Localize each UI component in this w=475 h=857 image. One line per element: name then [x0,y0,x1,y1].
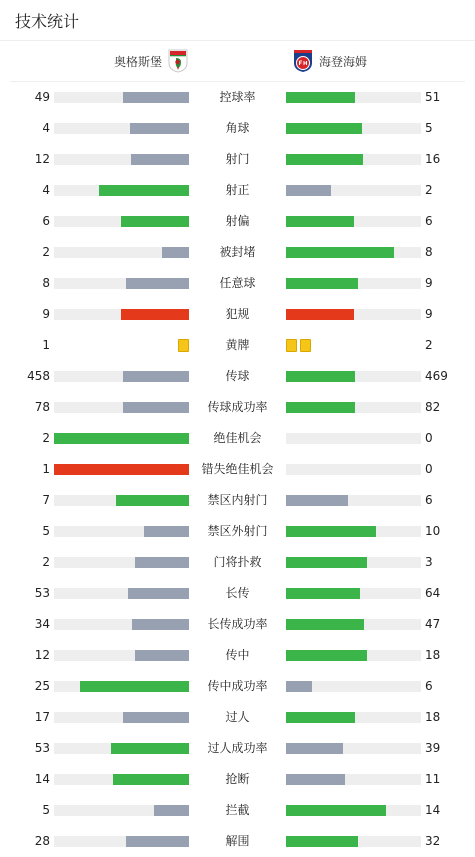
stat-row [0,764,475,795]
away-value: 64 [425,586,441,600]
stat-row [0,206,475,237]
away-team-name: 海登海姆 [319,54,368,69]
stat-label: 禁区外射门 [207,524,268,538]
away-bar-track [286,774,421,785]
stat-row [0,516,475,547]
away-team[interactable] [293,49,367,73]
stat-label: 角球 [225,121,250,135]
stat-row [0,795,475,826]
stat-label: 门将扑救 [213,555,262,569]
away-bar-fill [286,402,355,413]
home-value: 6 [42,214,50,228]
away-bar-track [286,526,421,537]
home-value: 9 [42,307,50,321]
page-title: 技术统计 [15,11,80,31]
away-value: 6 [425,493,433,507]
away-bar-fill [286,650,367,661]
away-bar-track [286,309,421,320]
home-bar-fill [123,371,189,382]
away-value: 16 [425,152,441,166]
away-bar-fill [286,743,343,754]
home-value: 14 [34,772,50,786]
stat-row [0,826,475,857]
home-value: 17 [34,710,50,724]
away-value: 9 [425,307,433,321]
away-bar-fill [286,278,358,289]
home-bar-track [54,247,189,258]
stat-row [0,268,475,299]
home-bar-track [54,619,189,630]
home-value: 2 [42,245,50,259]
stat-label: 传球 [225,369,250,383]
home-bar-fill [121,309,189,320]
away-bar-fill [286,526,376,537]
stat-row [0,671,475,702]
away-value: 9 [425,276,433,290]
home-value: 28 [34,834,50,848]
stat-row [0,175,475,206]
away-bar-fill [286,712,355,723]
away-bar-fill [286,588,360,599]
away-value: 32 [425,834,441,848]
stat-label: 长传 [225,586,250,600]
away-value: 47 [425,617,441,631]
away-bar-fill [286,619,364,630]
home-bar-fill [121,216,189,227]
away-bar-fill [286,495,348,506]
stat-row [0,361,475,392]
stat-label: 控球率 [219,90,256,104]
home-bar-fill [99,185,189,196]
stat-label: 禁区内射门 [207,493,268,507]
away-bar-track [286,92,421,103]
yellow-card-icon [178,339,189,352]
home-bar-track [54,712,189,723]
away-bar-track [286,805,421,816]
home-bar-track [54,309,189,320]
home-bar-fill [128,588,189,599]
home-bar-track [54,526,189,537]
home-bar-fill [126,278,189,289]
away-bar-track [286,712,421,723]
home-yellow-cards [178,339,189,352]
stat-row [0,113,475,144]
stat-row [0,485,475,516]
stat-label: 任意球 [219,276,256,290]
home-bar-fill [113,774,189,785]
home-value: 1 [42,338,50,352]
home-bar-fill [80,681,189,692]
home-bar-fill [154,805,189,816]
home-value: 78 [34,400,50,414]
home-value: 4 [42,121,50,135]
stat-label: 传球成功率 [207,400,268,414]
away-bar-fill [286,185,331,196]
away-yellow-cards [286,339,311,352]
stat-row [0,733,475,764]
stat-row [0,578,475,609]
away-bar-track [286,433,421,444]
home-value: 12 [34,648,50,662]
away-bar-fill [286,836,358,847]
stat-row [0,609,475,640]
away-value: 39 [425,741,441,755]
home-value: 12 [34,152,50,166]
stat-row [0,82,475,113]
home-value: 5 [42,524,50,538]
home-bar-fill [135,557,189,568]
home-value: 458 [27,369,50,383]
home-value: 8 [42,276,50,290]
home-bar-fill [130,123,189,134]
away-value: 8 [425,245,433,259]
stat-row [0,423,475,454]
home-value: 5 [42,803,50,817]
home-bar-fill [123,92,189,103]
home-bar-fill [123,402,189,413]
stats-list [0,82,475,857]
home-bar-track [54,650,189,661]
stat-row [0,547,475,578]
home-bar-track [54,92,189,103]
home-value: 34 [34,617,50,631]
stat-label: 被封堵 [219,245,256,259]
home-bar-fill [54,464,189,475]
heidenheim-crest-icon [293,49,313,73]
home-value: 49 [34,90,50,104]
home-bar-track [54,371,189,382]
away-bar-track [286,650,421,661]
home-bar-track [54,216,189,227]
home-bar-fill [162,247,189,258]
away-bar-track [286,185,421,196]
stat-label: 长传成功率 [207,617,268,631]
away-bar-track [286,216,421,227]
teams-header [10,41,465,82]
home-team-name: 奥格斯堡 [113,54,162,69]
home-value: 25 [34,679,50,693]
stat-label: 抢断 [225,772,250,786]
home-bar-track [54,464,189,475]
away-value: 6 [425,679,433,693]
away-bar-track [286,402,421,413]
away-bar-fill [286,371,355,382]
stat-label: 传中成功率 [207,679,268,693]
away-bar-track [286,836,421,847]
home-bar-track [54,805,189,816]
away-value: 11 [425,772,441,786]
home-value: 1 [42,462,50,476]
away-bar-fill [286,216,354,227]
home-bar-track [54,743,189,754]
stat-row [0,392,475,423]
away-bar-fill [286,805,386,816]
stat-row [0,640,475,671]
away-value: 5 [425,121,433,135]
home-bar-fill [144,526,189,537]
away-bar-fill [286,154,363,165]
away-bar-track [286,154,421,165]
away-value: 6 [425,214,433,228]
away-bar-fill [286,774,345,785]
away-value: 0 [425,431,433,445]
stat-row [0,237,475,268]
away-bar-fill [286,681,312,692]
stat-label: 传中 [225,648,250,662]
home-team[interactable] [114,49,188,73]
away-bar-track [286,557,421,568]
stat-row [0,144,475,175]
home-bar-track [54,774,189,785]
home-bar-track [54,557,189,568]
stat-label: 绝佳机会 [213,431,262,445]
home-value: 7 [42,493,50,507]
home-bar-fill [126,836,189,847]
home-value: 53 [34,586,50,600]
stat-label: 拦截 [225,803,250,817]
home-bar-fill [111,743,189,754]
away-value: 2 [425,338,433,352]
away-bar-track [286,619,421,630]
stat-label: 过人 [225,710,250,724]
home-bar-track [54,154,189,165]
home-bar-track [54,185,189,196]
away-value: 18 [425,648,441,662]
stat-row [0,454,475,485]
home-value: 2 [42,555,50,569]
stat-row [0,330,475,361]
away-value: 82 [425,400,441,414]
stat-label: 黄牌 [225,338,250,352]
home-bar-track [54,402,189,413]
away-bar-track [286,464,421,475]
away-bar-track [286,247,421,258]
away-value: 51 [425,90,441,104]
away-value: 469 [425,369,448,383]
home-bar-track [54,278,189,289]
home-bar-fill [135,650,189,661]
home-bar-track [54,681,189,692]
home-bar-track [54,433,189,444]
away-value: 18 [425,710,441,724]
stat-label: 射门 [225,152,250,166]
away-value: 3 [425,555,433,569]
home-bar-track [54,495,189,506]
stat-label: 射正 [225,183,250,197]
stats-header [0,0,475,41]
away-bar-track [286,371,421,382]
augsburg-crest-icon [168,49,188,73]
stat-row [0,299,475,330]
away-bar-fill [286,92,355,103]
yellow-card-icon [286,339,297,352]
away-bar-track [286,278,421,289]
away-bar-fill [286,247,394,258]
away-value: 0 [425,462,433,476]
home-bar-track [54,123,189,134]
away-value: 2 [425,183,433,197]
away-value: 14 [425,803,441,817]
stat-label: 过人成功率 [207,741,268,755]
away-bar-track [286,588,421,599]
away-value: 10 [425,524,441,538]
yellow-card-icon [300,339,311,352]
stat-row [0,702,475,733]
home-bar-fill [131,154,189,165]
away-bar-fill [286,557,367,568]
home-bar-fill [54,433,189,444]
away-bar-track [286,743,421,754]
stat-label: 射偏 [225,214,250,228]
home-bar-fill [132,619,189,630]
home-value: 53 [34,741,50,755]
home-bar-track [54,836,189,847]
stat-label: 错失绝佳机会 [201,462,274,476]
home-bar-fill [123,712,189,723]
away-bar-fill [286,309,354,320]
home-value: 4 [42,183,50,197]
stat-label: 犯规 [225,307,250,321]
stat-label: 解围 [225,834,250,848]
away-bar-track [286,681,421,692]
away-bar-track [286,123,421,134]
home-value: 2 [42,431,50,445]
away-bar-fill [286,123,362,134]
home-bar-track [54,588,189,599]
home-bar-fill [116,495,189,506]
away-bar-track [286,495,421,506]
